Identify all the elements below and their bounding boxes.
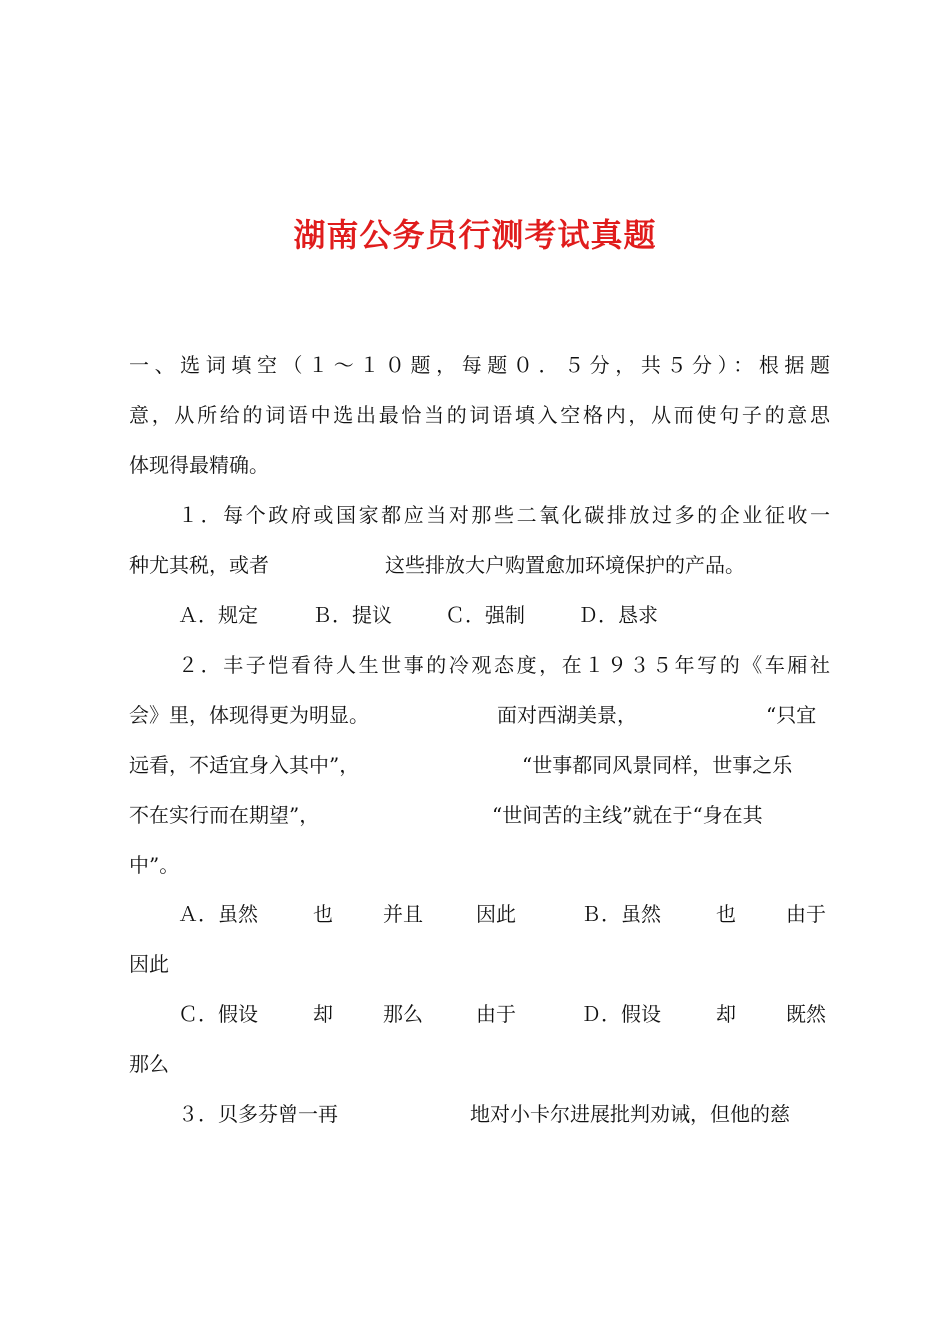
q2-option-d: Ｄ．假设 bbox=[581, 1002, 661, 1026]
q1-line-1: １．每个政府或国家都应当对那些二氧化碳排放过多的企业征收一 bbox=[178, 503, 830, 527]
q2-line-2b: 面对西湖美景， bbox=[497, 703, 637, 727]
q1-line-2a: 种尤其税，或者 bbox=[129, 553, 269, 577]
q2-option-a-word-3: 并且 bbox=[383, 902, 423, 926]
q2-line-1: ２．丰子恺看待人生世事的冷观态度，在１９３５年写的《车厢社 bbox=[178, 653, 830, 677]
q1-option-a: Ａ．规定 bbox=[178, 603, 258, 627]
q2-option-c-word-4: 由于 bbox=[476, 1002, 516, 1026]
q1-option-b: Ｂ．提议 bbox=[312, 603, 392, 627]
section-intro-line-1: 一、选词填空（１～１０题，每题０．５分，共５分）：根据题 bbox=[129, 353, 830, 377]
q2-option-c-word-2: 却 bbox=[313, 1002, 333, 1026]
q2-option-a-word-2: 也 bbox=[313, 902, 333, 926]
q2-option-c-word-3: 那么 bbox=[383, 1002, 423, 1026]
q1-line-2b: 这些排放大户购置愈加环境保护的产品。 bbox=[385, 553, 745, 577]
q3-line-1a: ３．贝多芬曾一再 bbox=[178, 1102, 338, 1126]
q2-option-a: Ａ．虽然 bbox=[178, 902, 258, 926]
q1-option-c: Ｃ．强制 bbox=[445, 603, 525, 627]
q2-option-a-word-4: 因此 bbox=[476, 902, 516, 926]
section-intro-line-3: 体现得最精确。 bbox=[129, 453, 269, 477]
q2-line-3a: 远看，不适宜身入其中”， bbox=[129, 753, 360, 777]
q2-line-4a: 不在实行而在期望”， bbox=[129, 803, 320, 827]
q2-option-d-word-3: 既然 bbox=[786, 1002, 826, 1026]
q2-option-d-word-2: 却 bbox=[716, 1002, 736, 1026]
q2-line-2c: “只宜 bbox=[766, 703, 817, 727]
q2-option-b: Ｂ．虽然 bbox=[581, 902, 661, 926]
q2-option-b-word-2: 也 bbox=[716, 902, 736, 926]
section-intro-line-2: 意，从所给的词语中选出最恰当的词语填入空格内，从而使句子的意思 bbox=[129, 403, 830, 427]
q2-option-c: Ｃ．假设 bbox=[178, 1002, 258, 1026]
q2-line-5: 中”。 bbox=[129, 853, 180, 877]
q2-option-b-word-3: 由于 bbox=[786, 902, 826, 926]
q3-line-1b: 地对小卡尔进展批判劝诫，但他的慈 bbox=[470, 1102, 790, 1126]
page-title: 湖南公务员行测考试真题 bbox=[293, 216, 657, 254]
q1-option-d: Ｄ．恳求 bbox=[578, 603, 658, 627]
q2-option-d-continued: 那么 bbox=[129, 1052, 169, 1076]
q2-option-b-continued: 因此 bbox=[129, 952, 169, 976]
q2-line-2a: 会》里，体现得更为明显。 bbox=[129, 703, 369, 727]
q2-line-4b: “世间苦的主线”就在于“身在其 bbox=[492, 803, 763, 827]
q2-line-3b: “世事都同风景同样，世事之乐 bbox=[522, 753, 793, 777]
